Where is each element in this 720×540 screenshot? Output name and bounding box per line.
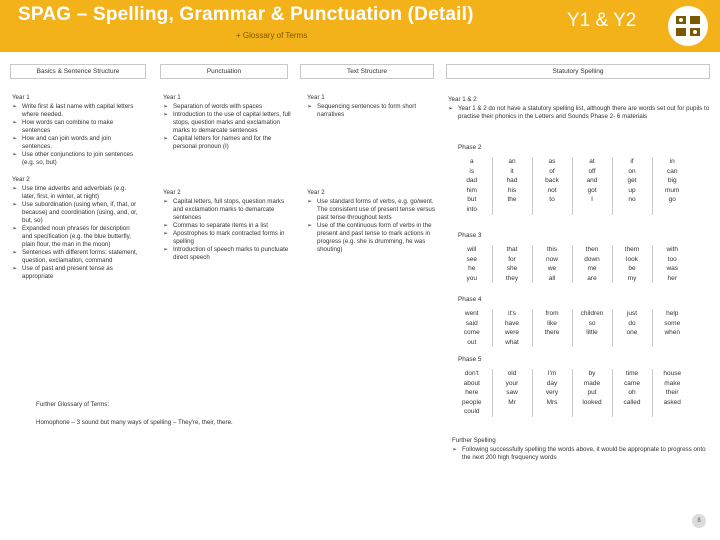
- sentence-structure-column: [12, 94, 140, 281]
- word-cell: one: [626, 329, 638, 337]
- word-cell: all: [548, 274, 556, 282]
- word-cell: very: [545, 389, 559, 397]
- text-structure-column: [307, 94, 435, 119]
- word-cell: back: [545, 177, 559, 185]
- header-sentence-structure: Basics & Sentence Structure: [10, 64, 146, 79]
- word-cell: were: [504, 329, 520, 337]
- word-column: [612, 369, 652, 417]
- word-cell: me: [587, 265, 597, 273]
- word-cell: made: [583, 379, 601, 387]
- word-cell: she: [506, 265, 518, 273]
- text-y1-list: [307, 103, 435, 119]
- word-cell: look: [626, 255, 638, 263]
- punctuation-y2-list: [163, 198, 293, 262]
- word-cell: so: [588, 319, 596, 327]
- word-cell: went: [464, 310, 479, 317]
- word-cell: be: [628, 265, 636, 273]
- phase-5-word-table: [452, 369, 692, 417]
- word-cell: put: [587, 389, 597, 397]
- word-cell: called: [623, 398, 641, 406]
- word-cell: children: [580, 310, 604, 317]
- further-spelling-label: Further Spelling: [452, 437, 496, 444]
- word-cell: her: [667, 274, 677, 282]
- word-cell: some: [664, 319, 681, 327]
- word-column: [572, 369, 612, 417]
- word-cell: it's: [508, 310, 516, 317]
- word-cell: big: [667, 177, 677, 185]
- list-item: ➢ Write first & last name with capital letters where needed.: [12, 103, 140, 119]
- word-cell: your: [505, 379, 519, 387]
- list-item: ➢ Separation of words with spaces: [163, 103, 293, 111]
- spelling-year-label: Year 1 & 2: [448, 96, 477, 103]
- phase-2-label: Phase 2: [458, 144, 482, 151]
- word-column: [572, 309, 612, 347]
- punctuation-y2-column: [163, 189, 293, 262]
- sentence-y1-label: Year 1: [12, 94, 30, 101]
- word-cell: we: [547, 265, 557, 273]
- word-cell: I'm: [547, 370, 557, 377]
- word-column: [652, 369, 692, 417]
- word-cell: I: [591, 196, 593, 204]
- word-cell: looked: [582, 398, 602, 406]
- list-item: ➢ Following successfully spelling the words above, it would be appropriate to progress onto the next 200 high frequency words: [452, 446, 710, 462]
- word-cell: off: [588, 167, 596, 175]
- glossary-homophone: Homophone – 3 sound but many ways of spelling – They're, their, there.: [36, 419, 233, 426]
- title-banner: [0, 0, 720, 52]
- phase-3-label: Phase 3: [458, 232, 482, 239]
- word-cell: up: [628, 186, 636, 194]
- list-item: ➢ Sentences with different forms: statement, question, exclamation, command: [12, 249, 140, 265]
- sentence-y1-list: [12, 103, 140, 167]
- word-cell: to: [549, 196, 555, 204]
- word-cell: Mr: [508, 398, 516, 406]
- word-cell: about: [463, 379, 480, 387]
- list-item: ➢ Introduction to the use of capital letters, full stops, question marks and exclamation marks to demarcate sentences: [163, 111, 293, 135]
- header-text-structure: Text Structure: [300, 64, 434, 79]
- word-cell: in: [669, 158, 675, 165]
- word-cell: came: [624, 379, 640, 387]
- header-punctuation: Punctuation: [160, 64, 288, 79]
- text-y2-list: [307, 198, 435, 254]
- punctuation-column: [163, 94, 293, 151]
- word-cell: can: [667, 167, 678, 175]
- word-cell: at: [589, 158, 595, 165]
- punctuation-y1-list: [163, 103, 293, 151]
- word-cell: will: [467, 246, 477, 253]
- word-cell: too: [667, 255, 677, 263]
- phase-4-word-table: [452, 309, 692, 347]
- word-cell: a: [469, 158, 474, 165]
- word-column: [612, 245, 652, 283]
- word-column: [532, 157, 572, 215]
- list-item: ➢ Year 1 & 2 do not have a statutory spelling list, although there are words set out for pupils to practise their phonics in the Letters and Sounds Phase 2- 6 materials: [448, 105, 710, 121]
- punctuation-y1-label: Year 1: [163, 94, 181, 101]
- word-cell: old: [507, 370, 517, 377]
- word-cell: go: [668, 196, 676, 204]
- word-cell: Mrs: [546, 398, 558, 406]
- word-cell: by: [588, 370, 596, 377]
- glossary-title: Further Glossary of Terms:: [36, 401, 110, 408]
- word-cell: are: [587, 274, 597, 282]
- word-cell: little: [586, 329, 598, 337]
- list-item: ➢ How and can join words and join sentences.: [12, 135, 140, 151]
- further-spelling: [452, 437, 710, 462]
- phase-2-word-table: [452, 157, 692, 215]
- word-cell: an: [508, 158, 516, 165]
- spelling-intro: [448, 96, 710, 121]
- word-cell: day: [546, 379, 558, 387]
- word-cell: oh: [628, 389, 636, 397]
- word-column: [612, 157, 652, 215]
- word-cell: then: [585, 246, 599, 253]
- word-cell: into: [466, 205, 477, 213]
- year-label: Y1 & Y2: [567, 10, 637, 31]
- list-item: ➢ Apostrophes to mark contracted forms in spelling: [163, 230, 293, 246]
- list-item: ➢ Capital letters for names and for the personal pronoun (I): [163, 135, 293, 151]
- word-cell: down: [584, 255, 600, 263]
- word-cell: they: [505, 274, 519, 282]
- word-column: [452, 157, 492, 215]
- word-column: [612, 309, 652, 347]
- word-cell: you: [466, 274, 477, 282]
- word-cell: like: [547, 319, 557, 327]
- word-cell: do: [628, 319, 636, 327]
- word-cell: now: [546, 255, 558, 263]
- word-cell: him: [466, 186, 477, 194]
- word-column: [452, 309, 492, 347]
- word-cell: house: [663, 370, 682, 377]
- word-cell: this: [546, 246, 558, 253]
- phase-3-word-table: [452, 245, 692, 283]
- word-cell: he: [468, 265, 476, 273]
- word-cell: from: [545, 310, 559, 317]
- word-cell: had: [506, 177, 518, 185]
- page-title: SPAG – Spelling, Grammar & Punctuation (Detail): [18, 4, 474, 25]
- word-column: [652, 309, 692, 347]
- word-column: [572, 157, 612, 215]
- word-cell: help: [666, 310, 679, 317]
- list-item: ➢ Introduction of speech marks to punctuate direct speech: [163, 246, 293, 262]
- page-number: 8: [692, 514, 706, 528]
- word-cell: their: [665, 389, 679, 397]
- word-cell: the: [507, 196, 517, 204]
- word-cell: my: [627, 274, 637, 282]
- further-spelling-list: [452, 446, 710, 462]
- list-item: ➢ Use of the continuous form of verbs in the present and past tense to mark actions in progress (e.g. she is drumming, he was shouting): [307, 222, 435, 254]
- list-item: ➢ Use of past and present tense as appropriate: [12, 265, 140, 281]
- word-column: [492, 245, 532, 283]
- word-cell: got: [587, 186, 597, 194]
- word-cell: as: [548, 158, 556, 165]
- phase-4-label: Phase 4: [458, 296, 482, 303]
- text-y2-label: Year 2: [307, 189, 325, 196]
- word-cell: people: [461, 398, 482, 406]
- sentence-y2-label: Year 2: [12, 176, 30, 183]
- word-cell: come: [463, 329, 480, 337]
- word-cell: dad: [466, 177, 478, 185]
- page-subtitle: + Glossary of Terms: [236, 31, 308, 40]
- list-item: ➢ How words can combine to make sentences: [12, 119, 140, 135]
- word-cell: if: [630, 158, 634, 165]
- word-cell: mum: [665, 186, 680, 194]
- word-cell: out: [467, 338, 477, 346]
- header-statutory-spelling: Statutory Spelling: [446, 64, 710, 79]
- text-y1-label: Year 1: [307, 94, 325, 101]
- word-column: [572, 245, 612, 283]
- word-cell: asked: [663, 398, 681, 406]
- word-cell: have: [504, 319, 520, 327]
- word-cell: and: [586, 177, 598, 185]
- word-cell: is: [469, 167, 475, 175]
- word-column: [492, 369, 532, 417]
- word-cell: on: [628, 167, 636, 175]
- phase-5-label: Phase 5: [458, 356, 482, 363]
- word-column: [532, 369, 572, 417]
- word-column: [452, 369, 492, 417]
- word-cell: get: [627, 177, 637, 185]
- word-cell: make: [664, 379, 681, 387]
- word-cell: but: [467, 196, 477, 204]
- list-item: ➢ Use other conjunctions to join sentences (e.g. so, but): [12, 151, 140, 167]
- word-column: [492, 157, 532, 215]
- text-y2-column: [307, 189, 435, 254]
- word-cell: them: [624, 246, 640, 253]
- sentence-y2-list: [12, 185, 140, 281]
- list-item: ➢ Use standard forms of verbs, e.g. go/went. The consistent use of present tense versus past tense throughout texts: [307, 198, 435, 222]
- spelling-intro-list: [448, 105, 710, 121]
- list-item: ➢ Use subordination (using when, if, that, or because) and coordination (using, and, or, but, so): [12, 201, 140, 225]
- word-cell: said: [465, 319, 478, 327]
- word-cell: here: [465, 389, 479, 397]
- word-cell: saw: [506, 389, 518, 397]
- word-cell: for: [508, 255, 516, 263]
- word-cell: his: [507, 186, 517, 194]
- word-cell: see: [466, 255, 477, 263]
- word-cell: could: [463, 408, 480, 416]
- word-cell: there: [544, 329, 560, 337]
- list-item: ➢ Commas to separate items in a list: [163, 222, 293, 230]
- list-item: ➢ Expanded noun phrases for description and specification (e.g. the blue butterfly, plain flour, the man in the moon): [12, 225, 140, 249]
- word-cell: just: [626, 310, 638, 317]
- list-item: ➢ Capital letters, full stops, question marks and exclamation marks to demarcate sentences: [163, 198, 293, 222]
- word-column: [652, 157, 692, 215]
- word-cell: what: [505, 338, 519, 346]
- word-cell: don't: [464, 370, 479, 377]
- word-column: [492, 309, 532, 347]
- word-cell: that: [506, 246, 518, 253]
- list-item: ➢ Sequencing sentences to form short narratives: [307, 103, 435, 119]
- word-column: [532, 309, 572, 347]
- word-column: [532, 245, 572, 283]
- word-cell: time: [625, 370, 639, 377]
- word-cell: was: [666, 265, 679, 273]
- word-cell: of: [549, 167, 555, 175]
- word-column: [652, 245, 692, 283]
- word-cell: with: [666, 246, 679, 253]
- word-cell: no: [628, 196, 636, 204]
- punctuation-y2-label: Year 2: [163, 189, 181, 196]
- word-cell: it: [510, 167, 514, 175]
- word-cell: not: [547, 186, 557, 194]
- school-logo-icon: [668, 6, 708, 46]
- list-item: ➢ Use time adverbs and adverbials (e.g. later, first, in winter, at night): [12, 185, 140, 201]
- word-cell: when: [664, 329, 681, 337]
- word-column: [452, 245, 492, 283]
